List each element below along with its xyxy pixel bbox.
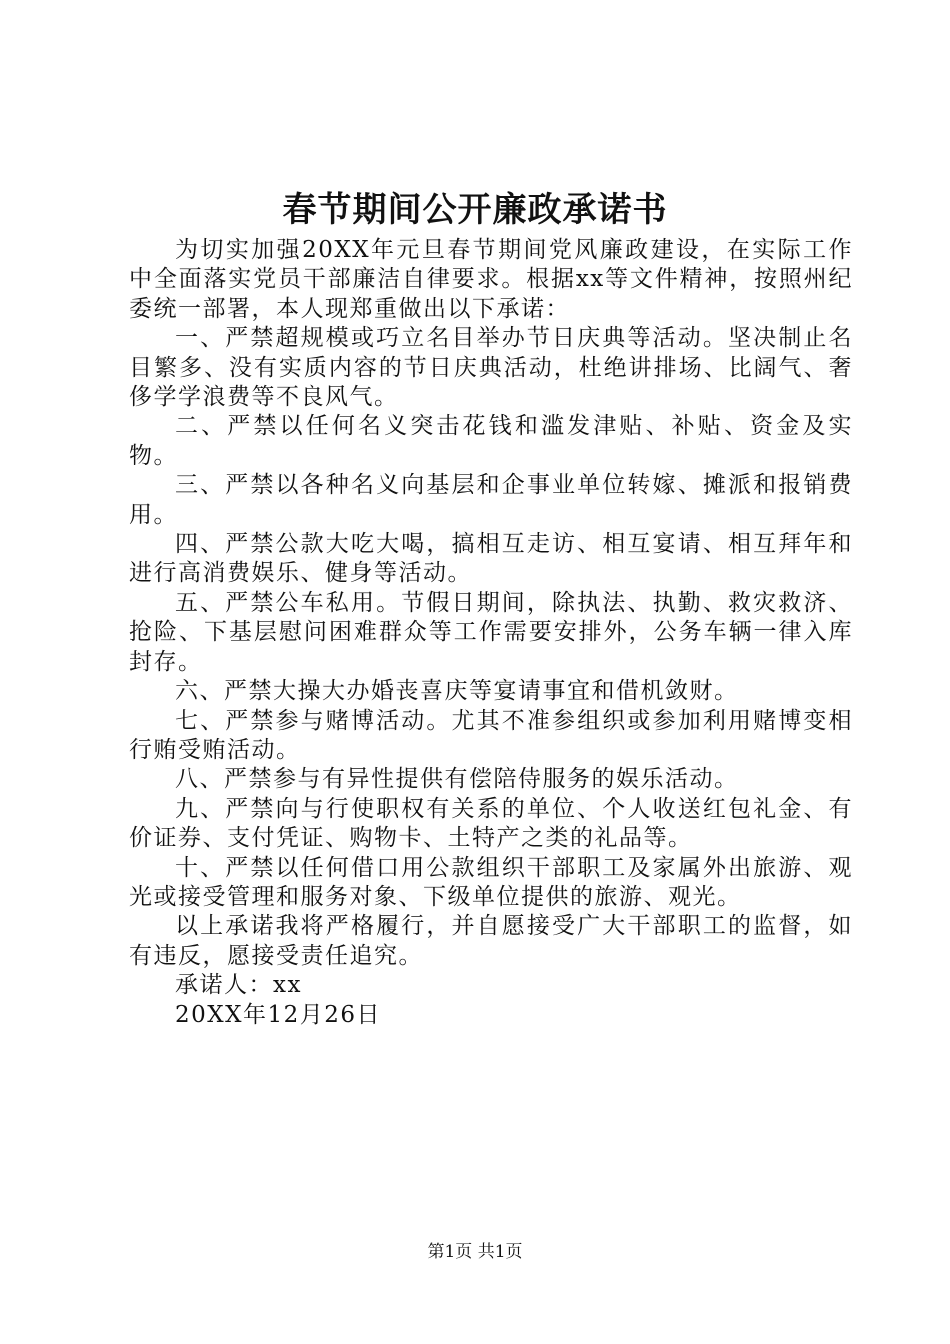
page-number-footer: 第1页 共1页 [427,1242,523,1262]
paragraph-intro: 为切实加强20XX年元旦春节期间党风廉政建设，在实际工作中全面落实党员干部廉洁自律要求。根据xx等文件精神，按照州纪委统一部署，本人现郑重做出以下承诺： [129,237,853,322]
paragraph-item-8: 八、严禁参与有异性提供有偿陪侍服务的娱乐活动。 [175,766,739,793]
paragraph-closing: 以上承诺我将严格履行，并自愿接受广大干部职工的监督，如有违反，愿接受责任追究。 [129,913,853,969]
paragraph-item-1: 一、严禁超规模或巧立名目举办节日庆典等活动。坚决制止名目繁多、没有实质内容的节日庆典活动，杜绝讲排场、比阔气、奢侈学学浪费等不良风气。 [129,325,853,411]
paragraph-item-4: 四、严禁公款大吃大喝，搞相互走访、相互宴请、相互拜年和进行高消费娱乐、健身等活动。 [129,531,853,587]
paragraph-item-9: 九、严禁向与行使职权有关系的单位、个人收送红包礼金、有价证券、支付凭证、购物卡、土特产之类的礼品等。 [129,795,853,852]
signatory-line: 承诺人：xx [175,972,302,999]
paragraph-item-2: 二、严禁以任何名义突击花钱和滥发津贴、补贴、资金及实物。 [129,413,853,469]
date-line: 20XX年12月26日 [175,1001,382,1028]
paragraph-item-5: 五、严禁公车私用。节假日期间，除执法、执勤、救灾救济、抢险、下基层慰问困难群众等工作需要安排外，公务车辆一律入库封存。 [129,589,853,675]
paragraph-item-7: 七、严禁参与赌博活动。尤其不准参组织或参加利用赌博变相行贿受贿活动。 [129,707,853,763]
paragraph-item-10: 十、严禁以任何借口用公款组织干部职工及家属外出旅游、观光或接受管理和服务对象、下级单位提供的旅游、观光。 [129,854,853,910]
document-body [129,236,853,1030]
document-title: 春节期间公开廉政承诺书 [282,190,668,230]
paragraph-item-3: 三、严禁以各种名义向基层和企事业单位转嫁、摊派和报销费用。 [129,472,853,528]
paragraph-item-6: 六、严禁大操大办婚丧喜庆等宴请事宜和借机敛财。 [175,678,739,705]
